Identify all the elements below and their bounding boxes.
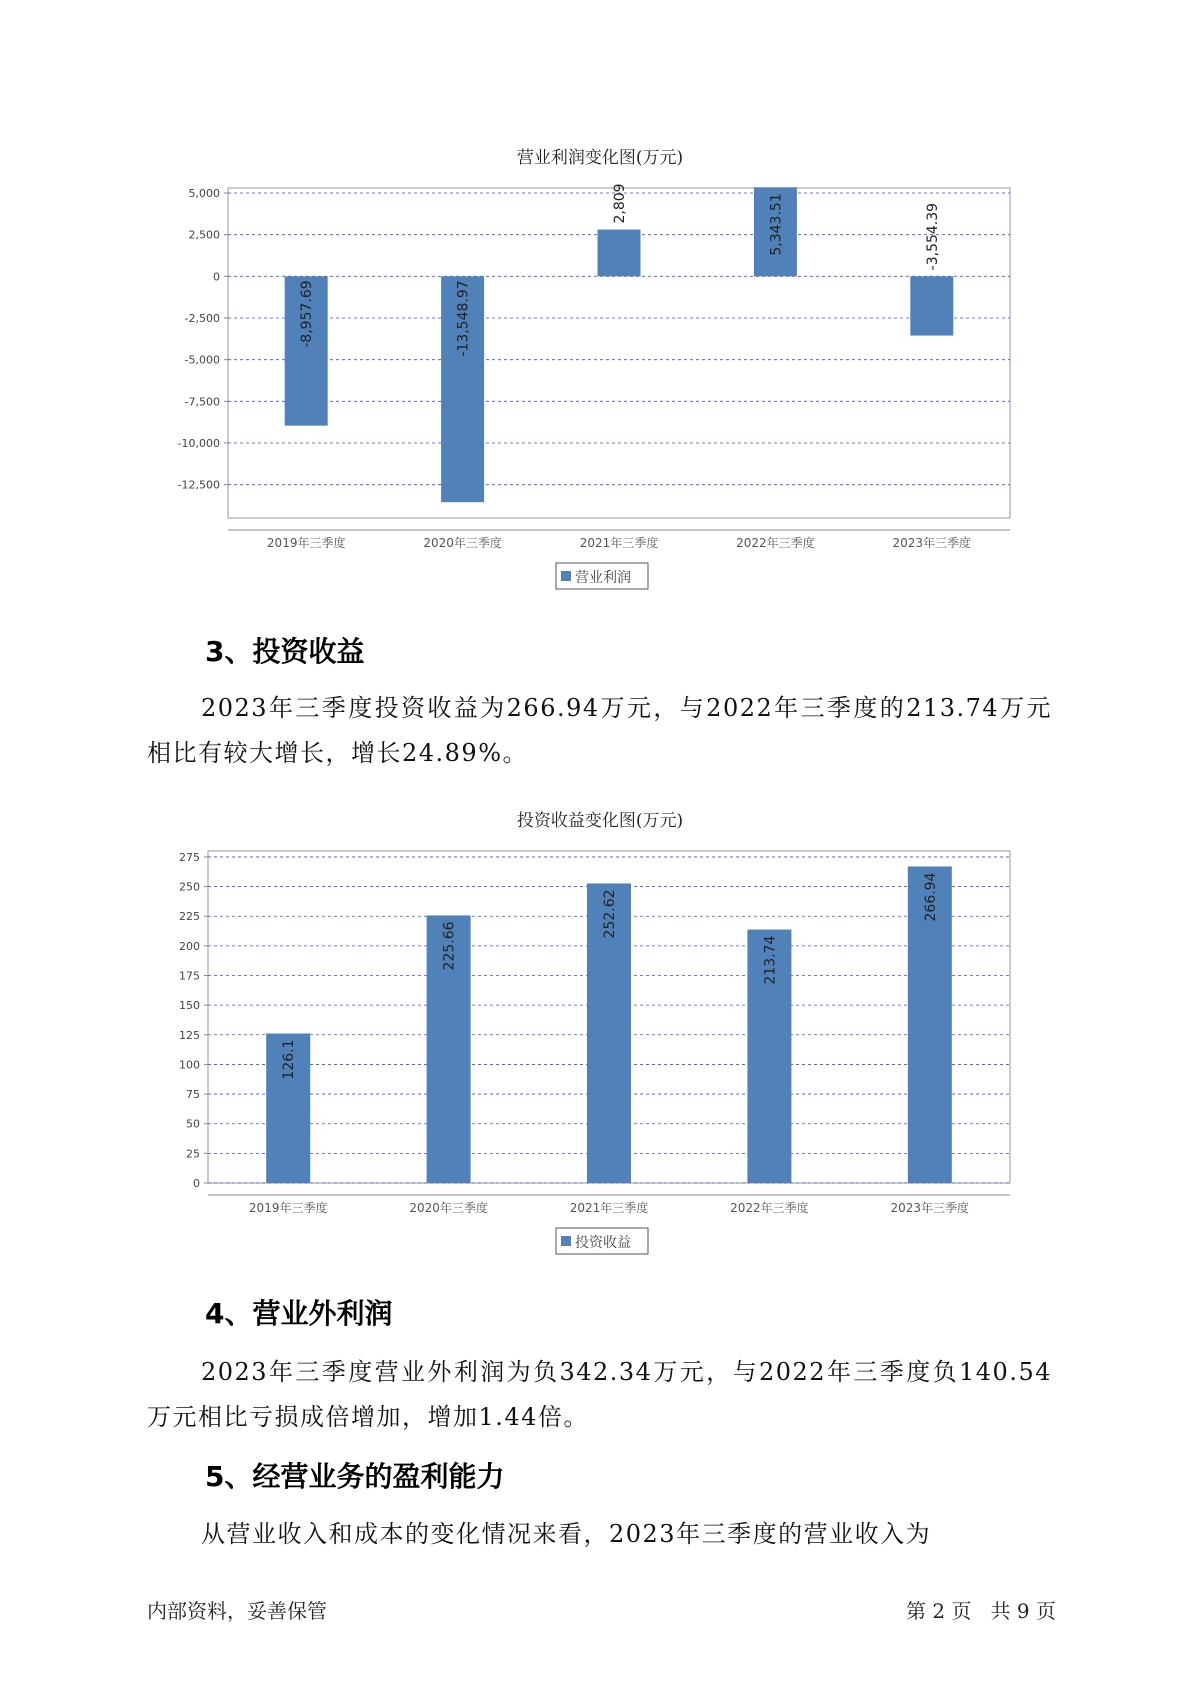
y-tick-label: 25 (186, 1147, 200, 1161)
chart-legend (556, 563, 648, 589)
y-tick-label: -5,000 (184, 353, 220, 367)
y-tick-label: 50 (186, 1117, 200, 1131)
investment-income-chart (179, 810, 1010, 1254)
y-tick-label: -12,500 (177, 478, 220, 492)
data-label: 213.74 (762, 935, 779, 985)
x-category-label: 2021年三季度 (579, 536, 659, 550)
data-label: -13,548.97 (455, 280, 472, 357)
x-category-label: 2020年三季度 (409, 1201, 488, 1215)
legend-label: 营业利润 (575, 570, 631, 586)
chart-title: 投资收益变化图(万元) (516, 811, 684, 831)
y-tick-label: 175 (179, 969, 200, 983)
y-tick-label: -10,000 (177, 437, 220, 450)
data-label: -8,957.69 (299, 280, 316, 348)
bar (598, 230, 641, 277)
paragraph-investment-income: 2023年三季度投资收益为266.94万元，与2022年三季度的213.74万元相比有较大增长，增长24.89%。 (147, 694, 1052, 767)
legend-swatch (561, 571, 571, 581)
operating-profit-chart (178, 148, 1010, 589)
legend-label: 投资收益 (575, 1235, 631, 1251)
y-tick-label: -7,500 (184, 395, 220, 409)
data-label: 252.62 (602, 889, 618, 939)
data-label: 5,343.51 (768, 193, 785, 256)
x-category-label: 2022年三季度 (730, 1201, 809, 1215)
x-category-label: 2021年三季度 (569, 1201, 649, 1215)
x-category-label: 2019年三季度 (266, 536, 346, 550)
x-category-label: 2020年三季度 (423, 536, 502, 550)
paragraph-non-operating-profit: 2023年三季度营业外利润为负342.34万元，与2022年三季度负140.54万元相比亏损成倍增加，增加1.44倍。 (147, 1358, 1052, 1431)
data-label: -3,554.39 (924, 202, 941, 271)
y-tick-label: 225 (179, 910, 200, 924)
data-label: 126.1 (281, 1039, 298, 1080)
y-tick-label: 150 (179, 999, 200, 1013)
section-heading-profitability: 5、经营业务的盈利能力 (205, 1460, 505, 1493)
x-category-label: 2022年三季度 (736, 536, 815, 550)
chart-title: 营业利润变化图(万元) (516, 148, 684, 168)
section-heading-non-operating-profit: 4、营业外利润 (205, 1297, 393, 1330)
y-tick-label: 200 (179, 939, 200, 953)
x-category-label: 2023年三季度 (890, 1201, 970, 1215)
data-label: 2,809 (612, 183, 628, 224)
x-category-label: 2019年三季度 (248, 1201, 328, 1215)
bar (910, 276, 953, 335)
chart-legend (556, 1228, 648, 1254)
y-tick-label: 5,000 (188, 187, 220, 200)
footer-page-number: 第 2 页 共 9 页 (906, 1599, 1056, 1623)
y-tick-label: 0 (193, 1177, 200, 1190)
y-tick-label: 275 (179, 850, 200, 864)
paragraph-profitability: 从营业收入和成本的变化情况来看，2023年三季度的营业收入为 (201, 1520, 932, 1548)
y-tick-label: -2,500 (184, 312, 220, 325)
footer-left: 内部资料，妥善保管 (147, 1599, 327, 1623)
section-heading-investment-income: 3、投资收益 (205, 635, 365, 668)
y-tick-label: 75 (186, 1088, 200, 1102)
x-category-label: 2023年三季度 (892, 536, 972, 550)
legend-swatch (561, 1236, 571, 1246)
y-tick-label: 0 (213, 270, 220, 284)
y-tick-label: 125 (179, 1028, 200, 1042)
data-label: 266.94 (922, 872, 939, 922)
y-tick-label: 100 (179, 1058, 200, 1072)
data-label: 225.66 (441, 921, 458, 971)
y-tick-label: 250 (179, 880, 200, 894)
y-tick-label: 2,500 (188, 228, 220, 242)
